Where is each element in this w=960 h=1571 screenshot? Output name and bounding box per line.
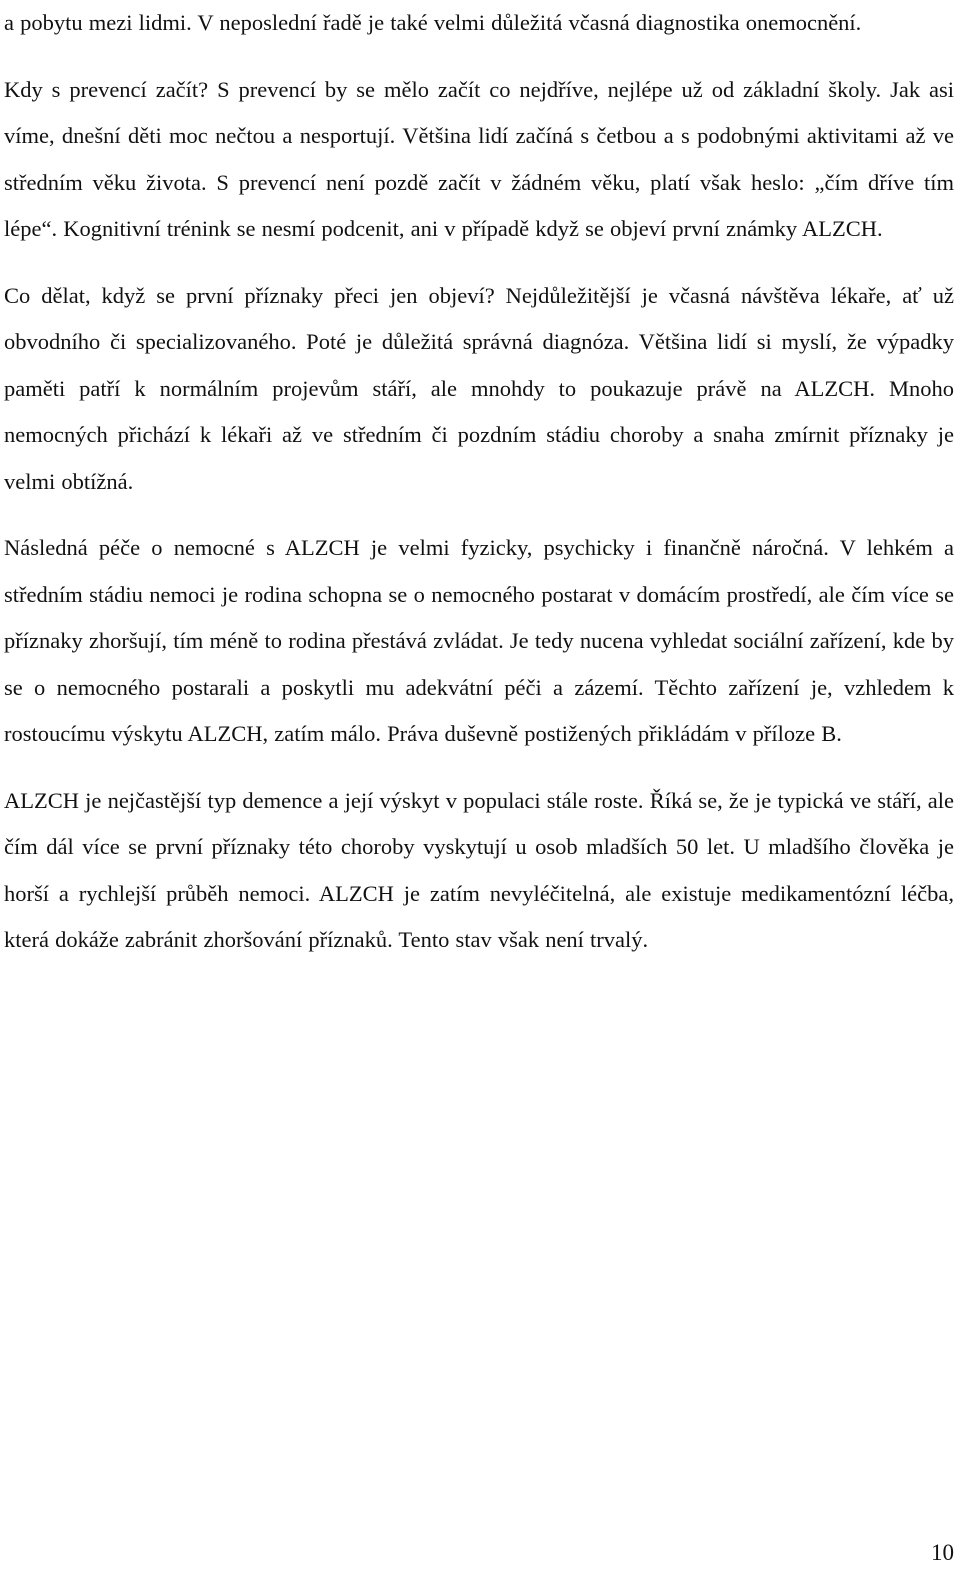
paragraph-3: Co dělat, když se první příznaky přeci jen objeví? Nejdůležitější je včasná návštěva lékaře, ať už obvodního či specializovaného. Poté je důležitá správná diagnóza. Většina lidí si myslí, že výpadky paměti patří k normálním projevům stáří, ale mnohdy to poukazuje právě na ALZCH. Mnoho nemocných přichází k lékaři až ve středním či pozdním stádiu choroby a snaha zmírnit příznaky je velmi obtížná. [4,282,954,494]
paragraph-4: Následná péče o nemocné s ALZCH je velmi fyzicky, psychicky i finančně náročná. V lehkém a středním stádiu nemoci je rodina schopna se o nemocného postarat v domácím prostředí, ale čím více se příznaky zhoršují, tím méně to rodina přestává zvládat. Je tedy nucena vyhledat sociální zařízení, kde by se o nemocného postarali a poskytli mu adekvátní péči a zázemí. Těchto zařízení je, vzhledem k rostoucímu výskytu ALZCH, zatím málo. Práva duševně postižených přikládám v příloze B. [4,535,954,746]
paragraph-2: Kdy s prevencí začít? S prevencí by se mělo začít co nejdříve, nejlépe už od základní školy. Jak asi víme, dnešní děti moc nečtou a nesportují. Většina lidí začíná s četbou a s podobnými aktivitami až ve středním věku života. S prevencí není pozdě začít v žádném věku, platí však heslo: „čím dříve tím lépe“. Kognitivní trénink se nesmí podcenit, ani v případě když se objeví první známky ALZCH. [4,76,954,241]
page-content [4,0,954,964]
paragraph-1: a pobytu mezi lidmi. V neposlední řadě je také velmi důležitá včasná diagnostika onemocnění. [4,10,862,35]
page-number: 10 [931,1540,954,1565]
paragraph-5: ALZCH je nejčastější typ demence a její výskyt v populaci stále roste. Říká se, že je typická ve stáří, ale čím dál více se první příznaky této choroby vyskytují u osob mladších 50 let. U mladšího člověka je horší a rychlejší průběh nemoci. ALZCH je zatím nevyléčitelná, ale existuje medikamentózní léčba, která dokáže zabránit zhoršování příznaků. Tento stav však není trvalý. [4,787,954,952]
